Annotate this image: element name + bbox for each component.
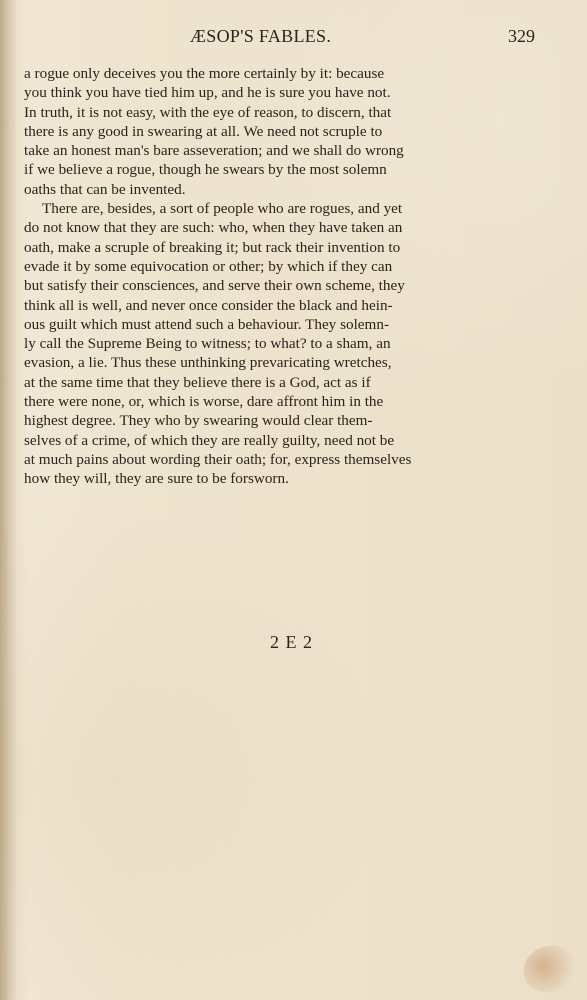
page-number: 329 bbox=[508, 26, 535, 46]
text-line: at much pains about wording their oath; for, express themselves bbox=[24, 450, 412, 468]
text-line: In truth, it is not easy, with the eye of reason, to discern, that bbox=[24, 103, 392, 121]
text-line: you think you have tied him up, and he is sure you have not. bbox=[24, 84, 391, 102]
signature-mark: 2 E 2 bbox=[270, 632, 313, 652]
text-line: oath, make a scruple of breaking it; but rack their invention to bbox=[24, 238, 401, 256]
text-line: a rogue only deceives you the more certainly by it: because bbox=[24, 65, 385, 82]
text-line: there were none, or, which is worse, dare affront him in the bbox=[24, 393, 384, 411]
page-gutter-shadow bbox=[0, 0, 16, 1000]
text-line: there is any good in swearing at all. We need not scruple to bbox=[24, 122, 383, 140]
text-line: think all is well, and never once consider the black and hein- bbox=[24, 296, 393, 314]
text-line: but satisfy their consciences, and serve their own scheme, they bbox=[24, 277, 405, 295]
running-header bbox=[24, 26, 535, 48]
running-title: ÆSOP'S FABLES. bbox=[190, 26, 332, 46]
text-line: highest degree. They who by swearing would clear them- bbox=[24, 412, 373, 430]
text-line: take an honest man's bare asseveration; and we shall do wrong bbox=[24, 142, 404, 160]
text-line: selves of a crime, of which they are really guilty, need not be bbox=[24, 431, 395, 449]
body-text bbox=[24, 64, 533, 489]
text-line: do not know that they are such: who, when they have taken an bbox=[24, 219, 403, 237]
text-line: evade it by some equivocation or other; by which if they can bbox=[24, 257, 393, 275]
text-line: evasion, a lie. Thus these unthinking prevaricating wretches, bbox=[24, 354, 392, 372]
paper-stain bbox=[517, 939, 583, 999]
paragraph-start-line: There are, besides, a sort of people who are rogues, and yet bbox=[42, 200, 403, 218]
text-line: oaths that can be invented. bbox=[24, 180, 186, 198]
text-line: ly call the Supreme Being to witness; to what? to a sham, an bbox=[24, 335, 391, 353]
text-line: at the same time that they believe there is a God, act as if bbox=[24, 373, 371, 391]
text-line: how they will, they are sure to be forsworn. bbox=[24, 470, 289, 488]
text-line: if we believe a rogue, though he swears by the most solemn bbox=[24, 161, 387, 179]
text-line: ous guilt which must attend such a behaviour. They solemn- bbox=[24, 315, 390, 333]
